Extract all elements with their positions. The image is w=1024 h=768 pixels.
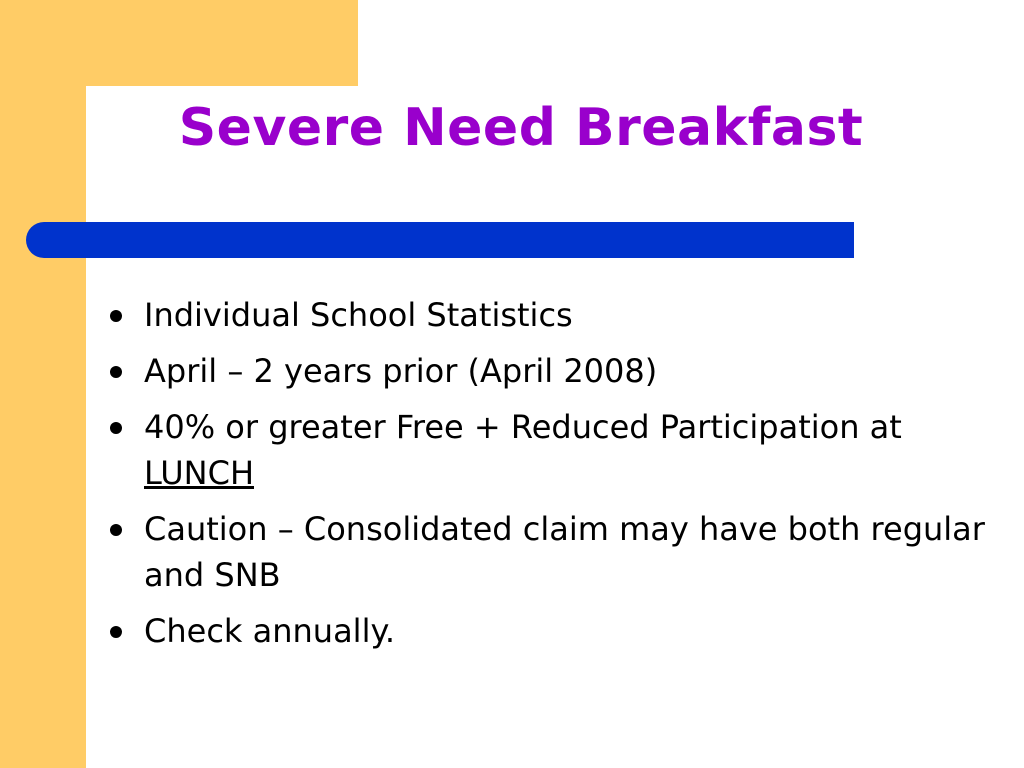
bullet-item xyxy=(106,404,986,496)
bullet-text: April – 2 years prior (April 2008) xyxy=(144,352,658,390)
bullet-dot-icon xyxy=(110,366,122,378)
bullet-dot-icon xyxy=(110,524,122,536)
bullet-dot-icon xyxy=(110,626,122,638)
bullet-emphasis-lunch: LUNCH xyxy=(144,454,254,492)
bullet-text: Check annually. xyxy=(144,612,395,650)
bullet-text: 40% or greater Free + Reduced Participation at xyxy=(144,408,902,446)
bullet-list xyxy=(106,292,986,664)
bullet-text: Individual School Statistics xyxy=(144,296,573,334)
title-divider-bar xyxy=(26,222,854,258)
left-accent-band xyxy=(0,0,86,768)
bullet-item xyxy=(106,348,986,394)
bullet-text: Caution – Consolidated claim may have both regular and SNB xyxy=(144,510,985,594)
bullet-dot-icon xyxy=(110,310,122,322)
bullet-item xyxy=(106,292,986,338)
bullet-item xyxy=(106,506,986,598)
top-accent-block xyxy=(0,0,358,86)
bullet-dot-icon xyxy=(110,422,122,434)
slide-title: Severe Need Breakfast xyxy=(178,98,864,158)
bullet-item xyxy=(106,608,986,654)
